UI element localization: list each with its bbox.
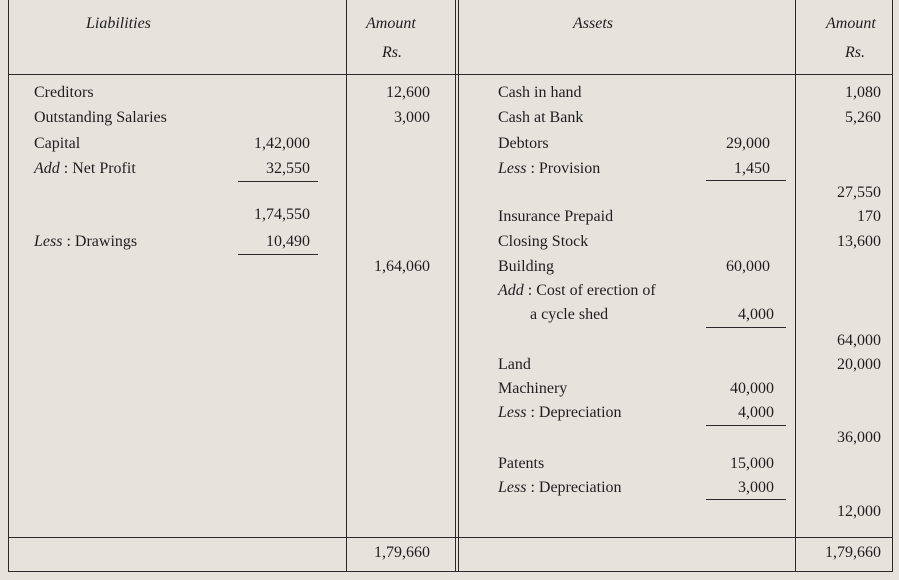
debtors-label: Debtors [498,135,549,152]
drawings-underline [238,254,318,255]
provision-sub: 1,450 [734,160,770,177]
erection-label-2: a cycle shed [530,306,609,323]
land-amount: 20,000 [837,356,881,373]
debtors-net-amount: 27,550 [837,184,881,201]
land-label: Land [498,356,531,373]
provision-label: Less : Provision [498,160,601,177]
header-rs-assets: Rs. [845,44,865,61]
net-profit-label: Add : Net Profit [34,160,136,177]
erection-label-1: Add : Cost of erection of [498,282,656,299]
stock-amount: 13,600 [837,233,881,250]
mach-dep-sub: 4,000 [738,404,774,421]
cash-hand-amount: 1,080 [845,84,881,101]
erection-sub: 4,000 [738,306,774,323]
provision-underline [706,180,786,181]
pat-dep-sub: 3,000 [738,479,774,496]
cash-hand-label: Cash in hand [498,84,582,101]
mach-dep-underline [706,425,786,426]
creditors-label: Creditors [34,84,94,101]
building-net-amount: 64,000 [837,332,881,349]
patents-sub: 15,000 [730,455,774,472]
machinery-net-amount: 36,000 [837,429,881,446]
capital-label: Capital [34,135,81,152]
capital-total: 1,74,550 [254,206,310,223]
debtors-sub: 29,000 [726,135,770,152]
patents-net-amount: 12,000 [837,503,881,520]
rule-right [892,0,893,572]
patents-label: Patents [498,455,545,472]
header-amount-assets: Amount [826,15,876,32]
insurance-amount: 170 [857,208,881,225]
erection-underline [706,327,786,328]
rule-mid [455,0,456,572]
cash-bank-amount: 5,260 [845,109,881,126]
drawings-sub: 10,490 [266,233,310,250]
machinery-sub: 40,000 [730,380,774,397]
header-assets: Assets [573,15,613,32]
rule-left [8,0,9,572]
machinery-label: Machinery [498,380,568,397]
header-amount-liab: Amount [366,15,416,32]
pat-dep-label: Less : Depreciation [498,479,622,496]
net-profit-sub: 32,550 [266,160,310,177]
creditors-amount: 12,600 [386,84,430,101]
rule-mid-double [458,0,459,572]
salaries-amount: 3,000 [394,109,430,126]
building-label: Building [498,258,555,275]
header-rs-liab: Rs. [382,44,402,61]
total-rule-top [8,537,892,538]
cash-bank-label: Cash at Bank [498,109,584,126]
header-liabilities: Liabilities [86,15,151,32]
building-sub: 60,000 [726,258,770,275]
mach-dep-label: Less : Depreciation [498,404,622,421]
drawings-label: Less : Drawings [34,233,138,250]
stock-label: Closing Stock [498,233,589,250]
pat-dep-underline [706,499,786,500]
total-assets: 1,79,660 [825,544,881,561]
total-liabilities: 1,79,660 [374,544,430,561]
capital-net-amount: 1,64,060 [374,258,430,275]
capital-sub: 1,42,000 [254,135,310,152]
salaries-label: Outstanding Salaries [34,109,167,126]
header-rule [8,74,892,75]
insurance-label: Insurance Prepaid [498,208,614,225]
net-profit-underline [238,181,318,182]
total-rule-bottom [8,571,892,572]
